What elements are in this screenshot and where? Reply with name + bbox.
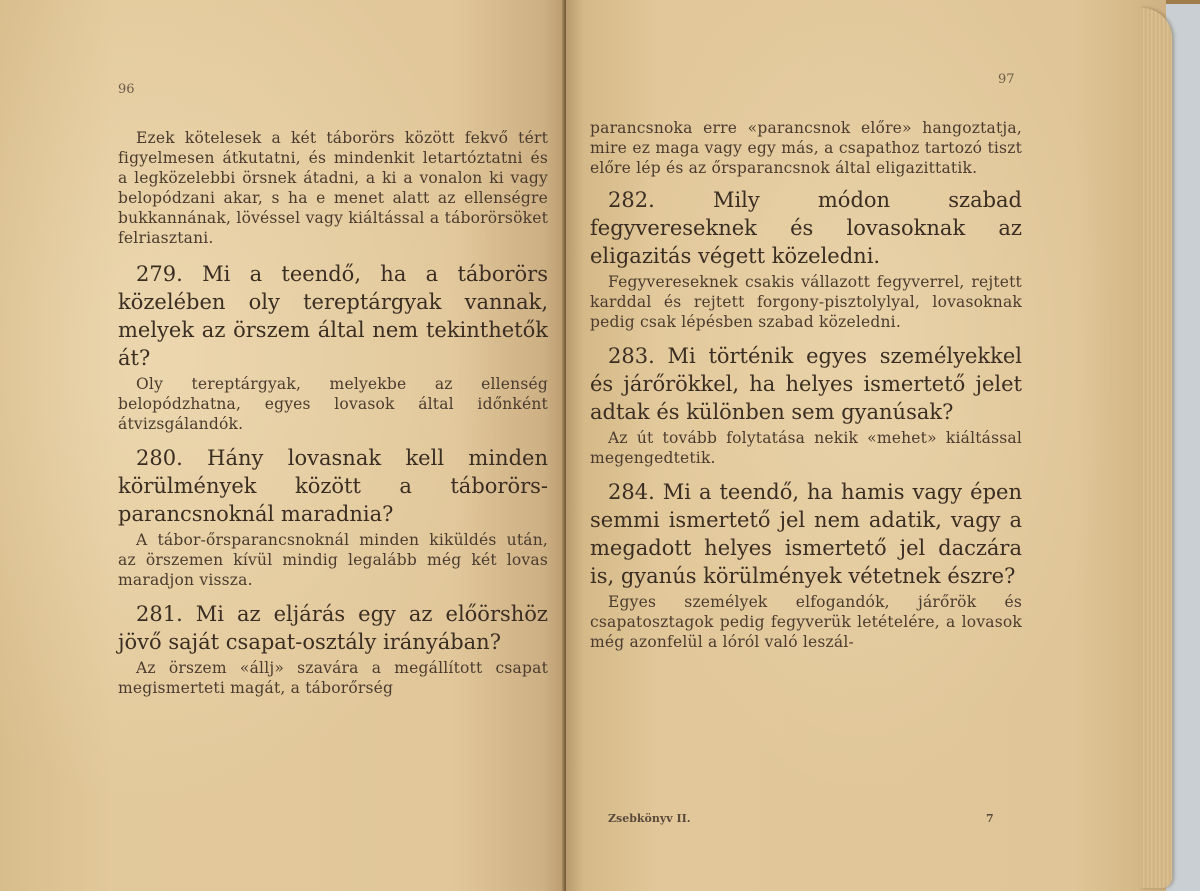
answer-279: Oly tereptárgyak, melyekbe az ellenség belopódzhatna, egyes lovasok által időnként átvizsgálandók. <box>118 375 548 433</box>
question-281: 281. Mi az eljárás egy az előörshöz jövő saját csapat-osztály irányában? <box>118 602 548 654</box>
item-282 <box>590 186 1022 332</box>
page-number-left: 96 <box>118 82 135 97</box>
item-280 <box>118 444 548 590</box>
item-279 <box>118 260 548 434</box>
question-282: 282. Mily módon szabad fegyvereseknek és lovasoknak az eligazitás végett közeledni. <box>590 188 1022 268</box>
answer-283: Az út tovább folytatása nekik «mehet» kiáltással megengedtetik. <box>590 429 1022 467</box>
continuation-paragraph: parancsnoka erre «parancsnok előre» hangoztatja, mire ez maga vagy egy más, a csapathoz tartozó tiszt előre lép és az őrsparancsnok által eligazittatik. <box>590 119 1022 177</box>
left-page <box>0 0 566 891</box>
continuation-paragraph: Ezek kötelesek a két táborörs között fekvő tért figyelmesen átkutatni, és mindenkit letartóztatni és a legközelebbi örsnek átadni, a ki a vonalon ki vagy belopódzani akar, s ha e menet alatt az ellenségre bukkannának, lövéssel vagy kiáltással a táborörsöket felriasztani. <box>118 129 548 247</box>
page-edges <box>1140 8 1172 888</box>
sheet-number: 7 <box>986 812 994 825</box>
left-page-text <box>118 128 548 698</box>
question-283: 283. Mi történik egyes személyekkel és járőrökkel, ha helyes ismertető jelet adtak és különben sem gyanúsak? <box>590 344 1022 424</box>
answer-284: Egyes személyek elfogandók, járőrök és csapatosztagok pedig fegyverük letételére, a lovasok még azonfelül a lóról való leszál- <box>590 593 1022 651</box>
question-284: 284. Mi a teendő, ha hamis vagy épen semmi ismertető jel nem adatik, vagy a megadott helyes ismertető jel daczára is, gyanús körülmények vétetnek észre? <box>590 480 1022 588</box>
answer-281: Az örszem «állj» szavára a megállított csapat megismerteti magát, a táborőrség <box>118 659 548 697</box>
signature-mark: Zsebkönyv II. <box>608 812 691 825</box>
answer-282: Fegyvereseknek csakis vállazott fegyverrel, rejtett karddal és rejtett forgony-pisztolylyal, lovasoknak pedig csak lépésben szabad közeledni. <box>590 273 1022 331</box>
right-page <box>566 0 1166 891</box>
item-281 <box>118 600 548 698</box>
item-283 <box>590 342 1022 468</box>
item-284 <box>590 478 1022 652</box>
question-280: 280. Hány lovasnak kell minden körülmények között a táborörs-parancsnoknál maradnia? <box>118 446 548 526</box>
question-279: 279. Mi a teendő, ha a táborörs közelében oly tereptárgyak vannak, melyek az örszem által nem tekinthetők át? <box>118 262 548 370</box>
answer-280: A tábor-őrsparancsnoknál minden kiküldés után, az örszemen kívül mindig legalább még két lovas maradjon vissza. <box>118 531 548 589</box>
right-page-text <box>590 118 1022 652</box>
page-number-right: 97 <box>998 72 1015 87</box>
